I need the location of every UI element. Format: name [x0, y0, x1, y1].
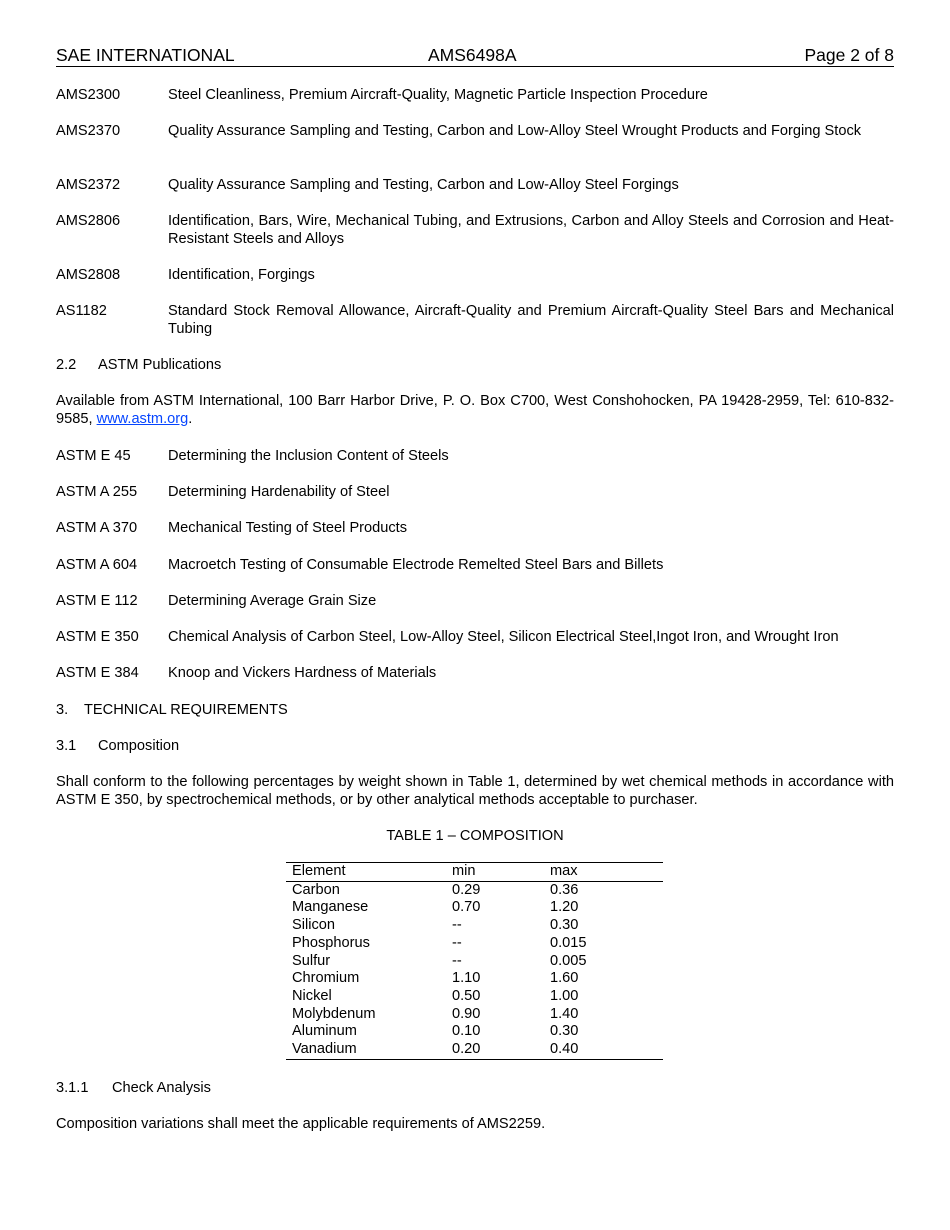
reference-title: Steel Cleanliness, Premium Aircraft-Quality, Magnetic Particle Inspection Procedure: [168, 87, 708, 103]
column-header-max: max: [544, 863, 663, 882]
reference-entry: [56, 664, 894, 682]
section-number: 2.2: [56, 357, 77, 373]
reference-code: AMS2370: [56, 123, 121, 139]
max-cell: 0.015: [550, 934, 587, 951]
table-row: [286, 935, 663, 953]
max-cell: 0.30: [550, 1023, 579, 1040]
element-cell: Phosphorus: [292, 934, 370, 951]
astm-availability-paragraph: [56, 392, 894, 428]
max-cell: 1.40: [550, 1005, 579, 1022]
element-cell: Carbon: [292, 881, 340, 898]
element-cell: Nickel: [292, 987, 332, 1004]
reference-title: Mechanical Testing of Steel Products: [168, 520, 408, 536]
reference-code: ASTM E 45: [56, 448, 131, 464]
section-heading-3-1: [56, 737, 894, 755]
column-header-element: Element: [286, 863, 446, 882]
reference-title: Identification, Forgings: [168, 267, 315, 283]
min-cell: --: [452, 934, 462, 951]
max-cell: 0.005: [550, 952, 587, 969]
section-number: 3.1.1: [56, 1080, 89, 1096]
header-org: SAE INTERNATIONAL: [56, 45, 235, 65]
element-cell: Vanadium: [292, 1041, 357, 1058]
max-cell: 0.40: [550, 1041, 579, 1058]
reference-code: ASTM E 384: [56, 665, 139, 681]
table-row: [286, 881, 663, 899]
reference-code: AMS2808: [56, 267, 121, 283]
reference-entry: [56, 556, 894, 574]
min-cell: 0.50: [452, 987, 481, 1004]
table-row: [286, 1023, 663, 1041]
min-cell: 0.29: [452, 881, 481, 898]
min-cell: 0.70: [452, 899, 481, 916]
document-page: [56, 44, 894, 1132]
check-analysis-paragraph: Composition variations shall meet the applicable requirements of AMS2259.: [56, 1116, 546, 1132]
reference-title: Knoop and Vickers Hardness of Materials: [168, 665, 437, 681]
table-row: [286, 899, 663, 917]
section-title: ASTM Publications: [98, 357, 222, 373]
max-cell: 0.30: [550, 917, 579, 934]
reference-entry: [56, 122, 894, 140]
min-cell: --: [452, 952, 462, 969]
reference-entry: [56, 447, 894, 465]
reference-entry: [56, 483, 894, 501]
reference-entry: [56, 86, 894, 104]
min-cell: 0.90: [452, 1005, 481, 1022]
reference-code: ASTM A 370: [56, 520, 138, 536]
reference-entry: [56, 592, 894, 610]
reference-entry: [56, 628, 894, 646]
astm-website-link[interactable]: www.astm.org: [96, 411, 189, 427]
min-cell: 0.20: [452, 1041, 481, 1058]
page-header: [56, 44, 894, 67]
max-cell: 0.36: [550, 881, 579, 898]
table-row: [286, 970, 663, 988]
reference-title: Determining Average Grain Size: [168, 593, 377, 609]
reference-title: Identification, Bars, Wire, Mechanical Tubing, and Extrusions, Carbon and Alloy Steels and Corrosion and Heat-Resistant Steels and Alloys: [168, 213, 894, 247]
element-cell: Sulfur: [292, 952, 331, 969]
reference-code: ASTM E 350: [56, 629, 139, 645]
element-cell: Silicon: [292, 917, 335, 934]
element-cell: Aluminum: [292, 1023, 357, 1040]
max-cell: 1.20: [550, 899, 579, 916]
reference-code: ASTM E 112: [56, 593, 138, 609]
element-cell: Chromium: [292, 970, 360, 987]
header-doc-number: AMS6498A: [428, 45, 517, 65]
element-cell: Manganese: [292, 899, 369, 916]
reference-entry: [56, 302, 894, 338]
element-cell: Molybdenum: [292, 1005, 376, 1022]
astm-intro-end: .: [188, 411, 193, 427]
header-page-number: Page 2 of 8: [804, 45, 894, 65]
section-number: 3.: [56, 702, 69, 718]
min-cell: 1.10: [452, 970, 481, 987]
reference-entry: [56, 266, 894, 284]
table-row: [286, 988, 663, 1006]
reference-title: Macroetch Testing of Consumable Electrode Remelted Steel Bars and Billets: [168, 557, 664, 573]
max-cell: 1.00: [550, 987, 579, 1004]
reference-title: Quality Assurance Sampling and Testing, Carbon and Low-Alloy Steel Forgings: [168, 177, 679, 193]
reference-code: AS1182: [56, 303, 107, 319]
reference-title: Determining the Inclusion Content of Steels: [168, 448, 449, 464]
astm-address-text: Available from ASTM International, 100 Barr Harbor Drive, P. O. Box C700, West Conshohocken, PA 19428-2959, Tel: 610-832-9585,: [56, 393, 894, 427]
section-heading-2-2: [56, 356, 894, 374]
reference-code: AMS2372: [56, 177, 121, 193]
table-row: [286, 1006, 663, 1024]
section-title: TECHNICAL REQUIREMENTS: [84, 702, 288, 718]
section-title: Composition: [98, 738, 180, 754]
composition-table: [286, 862, 663, 1060]
section-heading-3: [56, 701, 894, 719]
reference-entry: [56, 212, 894, 248]
reference-title: Determining Hardenability of Steel: [168, 484, 390, 500]
table-row: [286, 917, 663, 935]
reference-code: ASTM A 255: [56, 484, 138, 500]
reference-code: AMS2806: [56, 213, 121, 229]
reference-entry: [56, 176, 894, 194]
min-cell: --: [452, 917, 462, 934]
table-row: [286, 1041, 663, 1059]
section-number: 3.1: [56, 738, 77, 754]
section-title: Check Analysis: [112, 1080, 211, 1096]
reference-code: ASTM A 604: [56, 557, 138, 573]
reference-title: Standard Stock Removal Allowance, Aircraft-Quality and Premium Aircraft-Quality Steel Bars and Mechanical Tubing: [168, 303, 894, 337]
reference-title: Chemical Analysis of Carbon Steel, Low-Alloy Steel, Silicon Electrical Steel,Ingot Iron, and Wrought Iron: [168, 629, 839, 645]
column-header-min: min: [446, 863, 544, 882]
reference-entry: [56, 519, 894, 537]
reference-code: AMS2300: [56, 87, 121, 103]
max-cell: 1.60: [550, 970, 579, 987]
min-cell: 0.10: [452, 1023, 481, 1040]
section-heading-3-1-1: [56, 1079, 894, 1097]
composition-paragraph: Shall conform to the following percentages by weight shown in Table 1, determined by wet chemical methods in accordance with ASTM E 350, by spectrochemical methods, or by other analytical methods acceptable to purchaser.: [56, 774, 894, 808]
reference-title: Quality Assurance Sampling and Testing, Carbon and Low-Alloy Steel Wrought Products and Forging Stock: [168, 123, 862, 139]
table-caption: TABLE 1 – COMPOSITION: [386, 828, 564, 844]
table-row: [286, 953, 663, 971]
table-header-row: [286, 863, 663, 882]
